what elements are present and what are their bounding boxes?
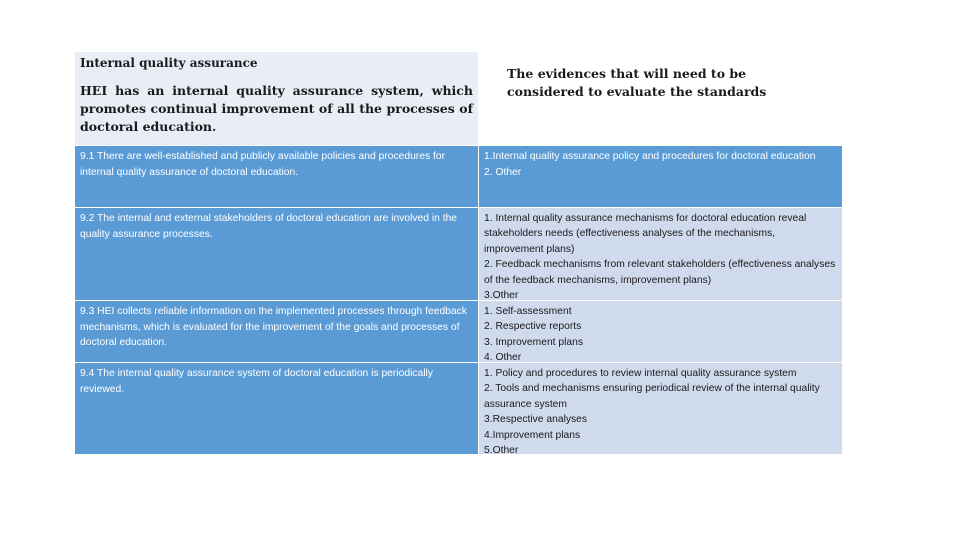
standard-cell-9-4 bbox=[75, 363, 478, 454]
header-left-cell bbox=[75, 52, 478, 145]
standard-cell-9-3 bbox=[75, 301, 478, 362]
evidence-item: 3.Other bbox=[484, 290, 519, 300]
evidence-item: 1. Internal quality assurance mechanisms for doctoral education reveal stakeholders needs (effectiveness analyses of the mechanisms, improvement plans) bbox=[484, 213, 807, 255]
evidence-item: 2. Feedback mechanisms from relevant stakeholders (effectiveness analyses of the feedback mechanisms, improvement plans) bbox=[484, 259, 836, 286]
evidence-item: 3.Respective analyses bbox=[484, 414, 588, 426]
evidence-cell-9-4 bbox=[479, 363, 842, 454]
evidence-item: 4.Improvement plans bbox=[484, 429, 581, 441]
evidence-item: 2. Respective reports bbox=[484, 321, 582, 333]
evidence-column-header bbox=[478, 52, 842, 145]
standard-text: 9.1 There are well-established and publicly available policies and procedures for internal quality assurance of doctoral education. bbox=[80, 151, 445, 178]
evidence-item: 3. Improvement plans bbox=[484, 336, 584, 348]
standard-text: 9.3 HEI collects reliable information on the implemented processes through feedback mechanisms, which is evaluated for the improvement of the goals and processes of doctoral education. bbox=[80, 306, 467, 348]
evidence-cell-9-1 bbox=[479, 146, 842, 207]
standard-cell-9-2 bbox=[75, 208, 478, 300]
standard-cell-9-1 bbox=[75, 146, 478, 207]
evidence-item: 2. Other bbox=[484, 166, 522, 178]
standard-text: 9.4 The internal quality assurance system of doctoral education is periodically reviewed. bbox=[80, 368, 433, 395]
evidence-item: 2. Tools and mechanisms ensuring periodical review of the internal quality assurance system bbox=[484, 383, 820, 410]
standard-text: 9.2 The internal and external stakeholders of doctoral education are involved in the quality assurance processes. bbox=[80, 213, 458, 240]
evidence-item: 5.Other bbox=[484, 445, 519, 454]
evidence-item: 1.Internal quality assurance policy and procedures for doctoral education bbox=[484, 151, 816, 162]
section-statement: HEI has an internal quality assurance system, which promotes continual improvement of all the processes of doctoral education. bbox=[80, 83, 473, 134]
evidence-cell-9-3 bbox=[479, 301, 842, 362]
evidence-item: 1. Policy and procedures to review internal quality assurance system bbox=[484, 368, 797, 379]
evidence-item: 1. Self-assessment bbox=[484, 306, 572, 317]
evidence-item: 4. Other bbox=[484, 352, 522, 362]
evidence-cell-9-2 bbox=[479, 208, 842, 300]
section-title: Internal quality assurance bbox=[80, 56, 258, 70]
evidence-header-text: The evidences that will need to be considered to evaluate the standards bbox=[507, 66, 767, 99]
